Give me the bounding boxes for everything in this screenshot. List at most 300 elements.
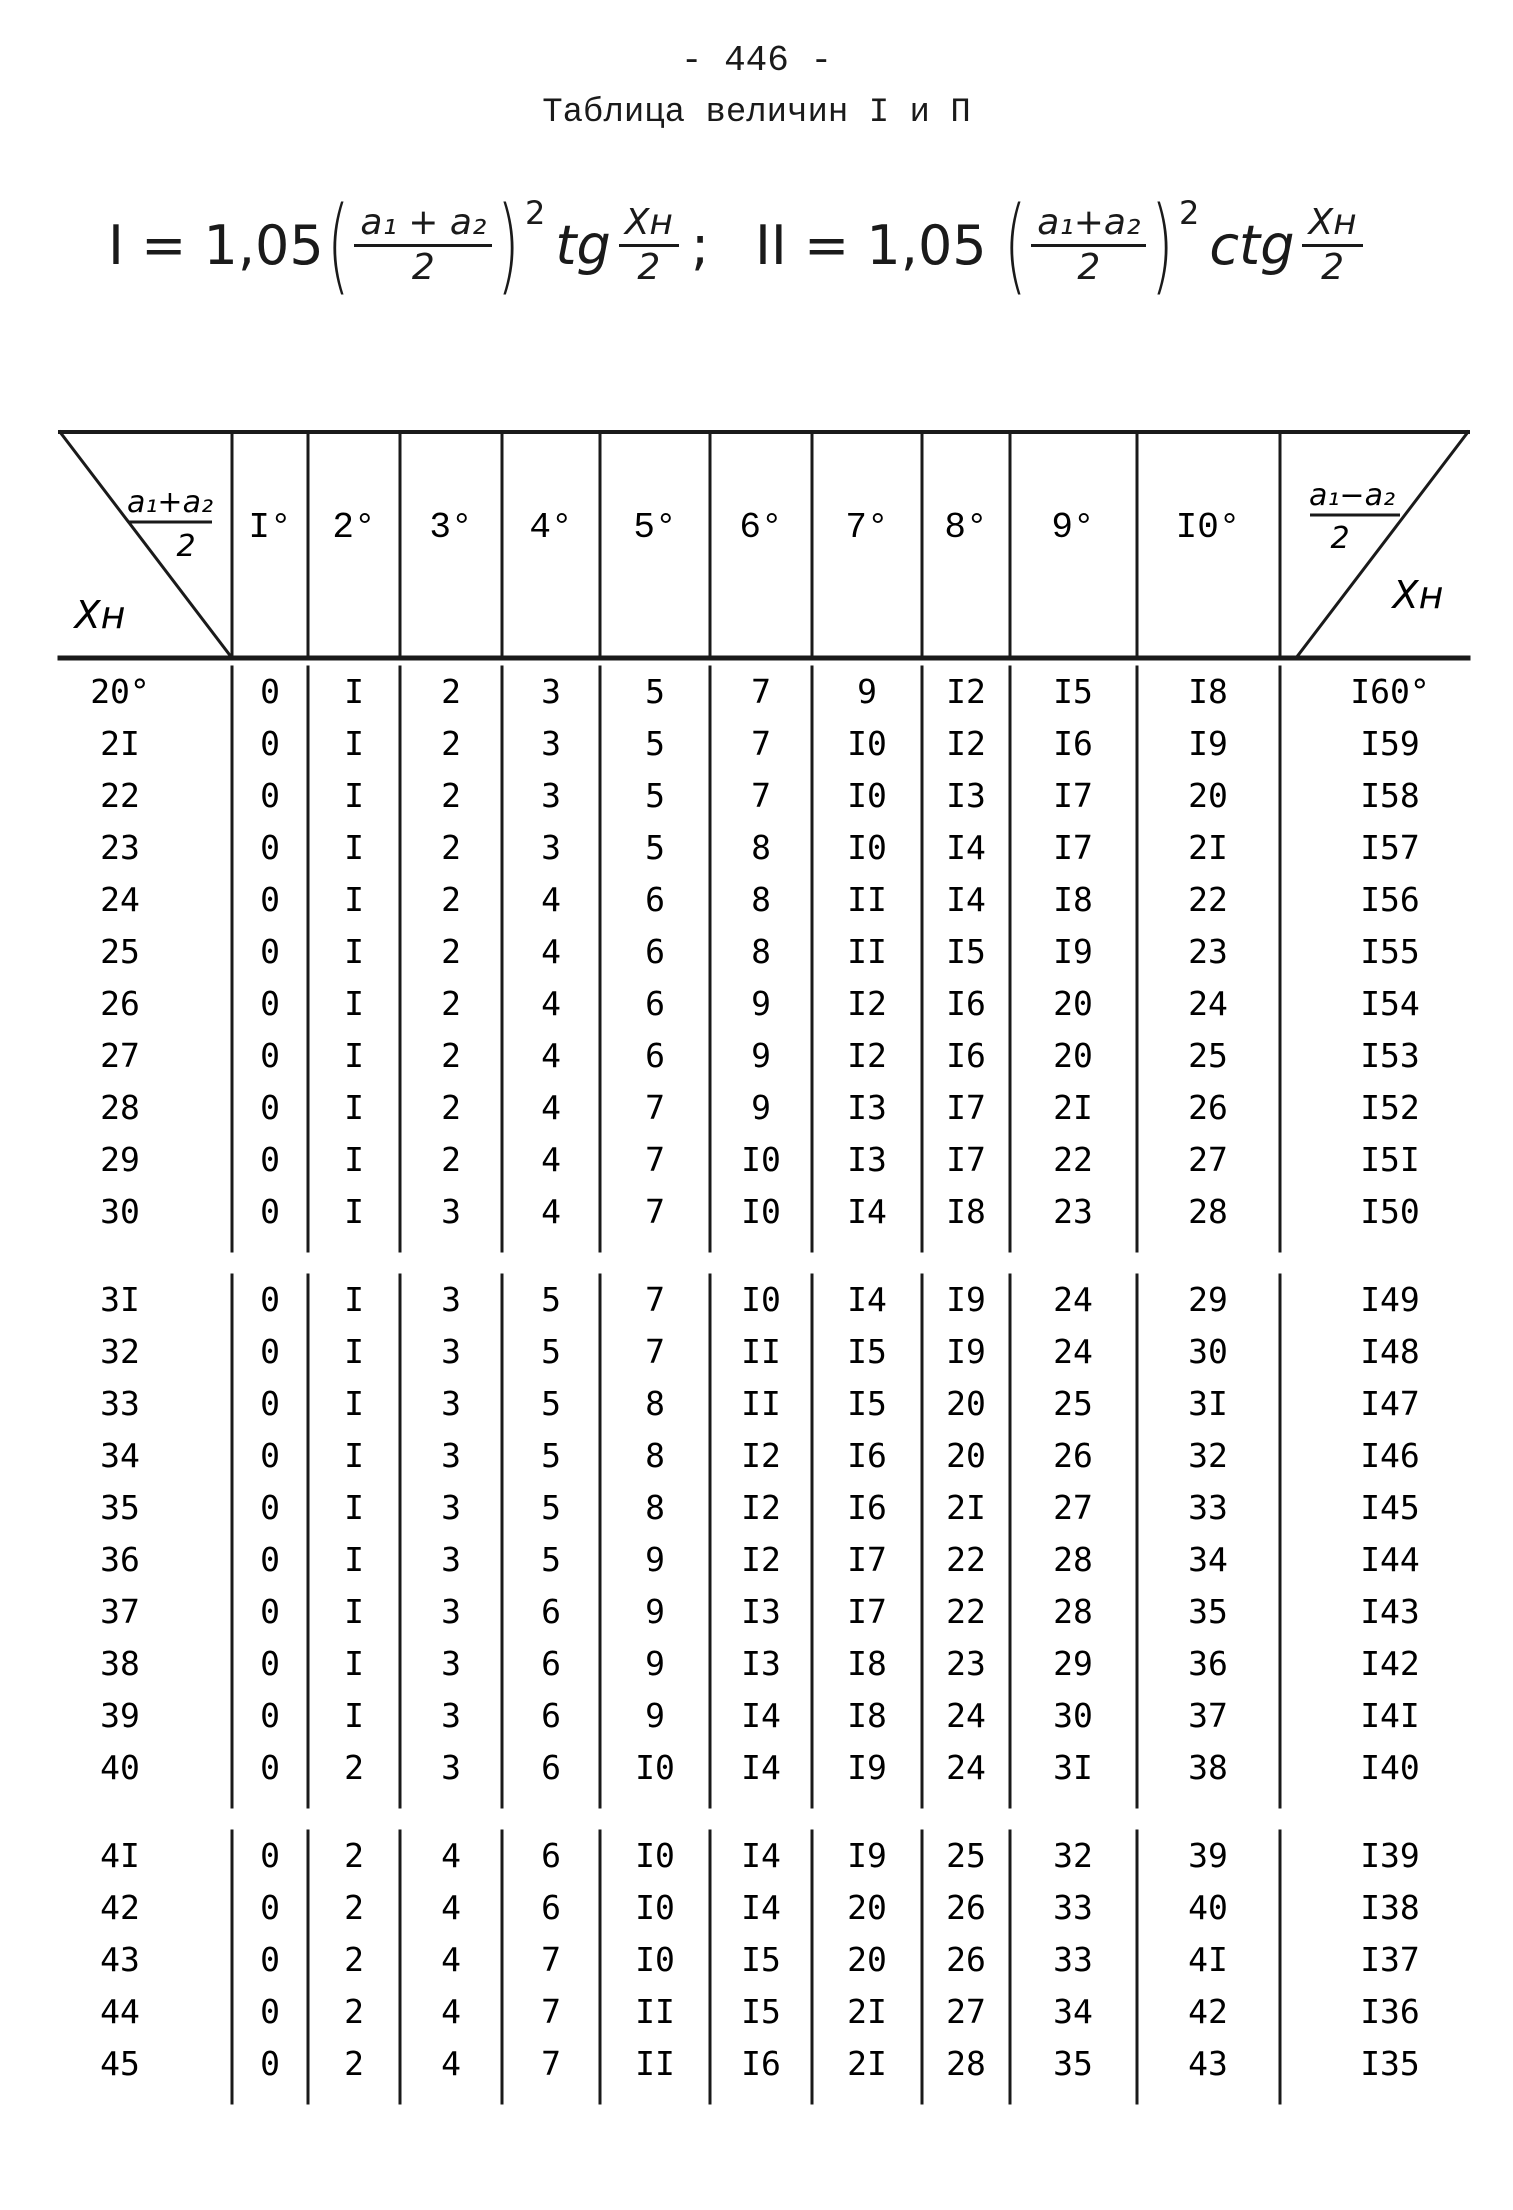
table-cell: 25	[1188, 1036, 1228, 1075]
table-cell: 28	[946, 2044, 986, 2083]
table-cell: 0	[260, 1540, 280, 1579]
table-row	[100, 1836, 1420, 1875]
table-cell: 23	[1188, 932, 1228, 971]
column-header: 7°	[845, 507, 889, 548]
table-cell: 5	[541, 1384, 561, 1423]
table-cell: 20	[946, 1436, 986, 1475]
row-label-right: I38	[1360, 1888, 1420, 1927]
table-cell: 4	[541, 984, 561, 1023]
table-cell: 4	[541, 1036, 561, 1075]
table-cell: 3	[441, 1280, 461, 1319]
row-label-right: I54	[1360, 984, 1420, 1023]
table-cell: 35	[1053, 2044, 1093, 2083]
table-cell: I	[344, 1696, 364, 1735]
table-cell: 3	[441, 1384, 461, 1423]
table-cell: 3	[441, 1332, 461, 1371]
row-label: 4I	[100, 1836, 140, 1875]
table-cell: I	[344, 1540, 364, 1579]
table-cell: 2I	[946, 1488, 986, 1527]
table-cell: 4	[541, 1088, 561, 1127]
table-cell: 0	[260, 1036, 280, 1075]
table-cell: I0	[741, 1192, 781, 1231]
table-cell: 3	[441, 1696, 461, 1735]
table-cell: 2I	[1053, 1088, 1093, 1127]
column-header: 5°	[633, 507, 677, 548]
table-cell: I	[344, 1436, 364, 1475]
table-cell: I7	[847, 1592, 887, 1631]
row-label: 22	[100, 776, 140, 815]
table-cell: 2	[441, 1140, 461, 1179]
table-cell: 34	[1053, 1992, 1093, 2031]
table-cell: I	[344, 776, 364, 815]
table-cell: 27	[1053, 1488, 1093, 1527]
table-row	[100, 1436, 1420, 1475]
table-cell: 5	[645, 672, 665, 711]
table-cell: 30	[1188, 1332, 1228, 1371]
row-label: 29	[100, 1140, 140, 1179]
row-label-right: I44	[1360, 1540, 1420, 1579]
table-cell: I6	[741, 2044, 781, 2083]
table-row	[100, 984, 1420, 1023]
table-cell: 8	[751, 880, 771, 919]
table-cell: 26	[1188, 1088, 1228, 1127]
row-label: 38	[100, 1644, 140, 1683]
right-paren: )	[497, 184, 520, 306]
table-cell: 5	[645, 724, 665, 763]
table-cell: 2	[344, 1940, 364, 1979]
table-cell: 6	[541, 1592, 561, 1631]
table-cell: 9	[645, 1696, 665, 1735]
table-cell: 24	[946, 1748, 986, 1787]
table-cell: 3I	[1188, 1384, 1228, 1423]
row-label-right: I45	[1360, 1488, 1420, 1527]
table-cell: I9	[946, 1332, 986, 1371]
row-label: 23	[100, 828, 140, 867]
table-row	[100, 1332, 1420, 1371]
table-cell: 7	[751, 724, 771, 763]
table-cell: 36	[1188, 1644, 1228, 1683]
table-cell: I5	[1053, 672, 1093, 711]
table-cell: 6	[645, 880, 665, 919]
table-cell: 33	[1053, 1940, 1093, 1979]
table-cell: I	[344, 1140, 364, 1179]
row-label-right: I5I	[1360, 1140, 1420, 1179]
column-header: 8°	[944, 507, 988, 548]
table-cell: 7	[645, 1192, 665, 1231]
table-cell: 0	[260, 776, 280, 815]
table-cell: II	[847, 880, 887, 919]
table-cell: 2	[344, 1888, 364, 1927]
table-cell: 3I	[1053, 1748, 1093, 1787]
table-row	[100, 828, 1420, 867]
row-label: 39	[100, 1696, 140, 1735]
table-cell: I2	[741, 1436, 781, 1475]
table-cell: 24	[1188, 984, 1228, 1023]
row-label-right: I55	[1360, 932, 1420, 971]
table-cell: 30	[1053, 1696, 1093, 1735]
table-cell: I0	[847, 776, 887, 815]
table-cell: I9	[1053, 932, 1093, 971]
row-label-right: I52	[1360, 1088, 1420, 1127]
table-cell: 7	[541, 2044, 561, 2083]
row-label: 3I	[100, 1280, 140, 1319]
table-row	[100, 1280, 1420, 1319]
column-header: 4°	[529, 507, 573, 548]
table-cell: 20	[946, 1384, 986, 1423]
table-cell: 0	[260, 984, 280, 1023]
table-cell: 7	[645, 1332, 665, 1371]
table-cell: 32	[1188, 1436, 1228, 1475]
table-cell: 24	[946, 1696, 986, 1735]
exponent: 2	[524, 194, 546, 232]
row-label: 43	[100, 1940, 140, 1979]
table-cell: I	[344, 1192, 364, 1231]
row-label: 42	[100, 1888, 140, 1927]
table-cell: I4	[741, 1748, 781, 1787]
table-row	[100, 1592, 1420, 1631]
row-label: 24	[100, 880, 140, 919]
column-header: I°	[248, 507, 292, 548]
table-cell: 4	[441, 1992, 461, 2031]
table-cell: 22	[1053, 1140, 1093, 1179]
table-cell: 38	[1188, 1748, 1228, 1787]
table-cell: 4	[541, 1192, 561, 1231]
row-label: 34	[100, 1436, 140, 1475]
table-cell: 0	[260, 828, 280, 867]
table-cell: 20	[847, 1888, 887, 1927]
table-cell: 26	[1053, 1436, 1093, 1475]
table-cell: 2	[441, 1088, 461, 1127]
table-cell: I9	[946, 1280, 986, 1319]
table-cell: 7	[645, 1140, 665, 1179]
row-label: 26	[100, 984, 140, 1023]
table-cell: 20	[1053, 1036, 1093, 1075]
table-cell: 9	[645, 1592, 665, 1631]
table-row	[100, 2044, 1420, 2083]
table-cell: I	[344, 1280, 364, 1319]
row-label-right: I36	[1360, 1992, 1420, 2031]
table-cell: I	[344, 672, 364, 711]
table-cell: I0	[635, 1748, 675, 1787]
table-cell: 5	[541, 1540, 561, 1579]
row-label: 2I	[100, 724, 140, 763]
table-cell: 5	[541, 1332, 561, 1371]
table-cell: 4I	[1188, 1940, 1228, 1979]
table-cell: I9	[847, 1748, 887, 1787]
table-cell: 24	[1053, 1332, 1093, 1371]
table-cell: 4	[541, 932, 561, 971]
table-cell: I3	[847, 1140, 887, 1179]
table-cell: 7	[645, 1280, 665, 1319]
row-label: 44	[100, 1992, 140, 2031]
table-cell: I6	[1053, 724, 1093, 763]
column-headers	[248, 507, 1240, 548]
table-cell: 6	[645, 984, 665, 1023]
table-row	[100, 724, 1420, 763]
table-cell: 5	[541, 1280, 561, 1319]
table-cell: 9	[645, 1540, 665, 1579]
angle-numerator: Xн	[1302, 204, 1362, 247]
table-cell: 23	[946, 1644, 986, 1683]
table-cell: II	[741, 1332, 781, 1371]
table-cell: 37	[1188, 1696, 1228, 1735]
table-cell: 2	[344, 2044, 364, 2083]
row-label-right: I58	[1360, 776, 1420, 815]
table-cell: I	[344, 1384, 364, 1423]
table-cell: 24	[1053, 1280, 1093, 1319]
table-cell: I4	[946, 828, 986, 867]
table-cell: 7	[645, 1088, 665, 1127]
table-cell: 2	[441, 880, 461, 919]
table-cell: 29	[1188, 1280, 1228, 1319]
row-label: 20°	[90, 672, 150, 711]
table-cell: 28	[1053, 1592, 1093, 1631]
row-label: 25	[100, 932, 140, 971]
table-cell: I	[344, 724, 364, 763]
table-cell: 23	[1053, 1192, 1093, 1231]
table-cell: I9	[847, 1836, 887, 1875]
table-cell: 2I	[847, 1992, 887, 2031]
fraction-denominator: 2	[411, 246, 435, 288]
table-cell: 3	[441, 1488, 461, 1527]
table-cell: 4	[541, 880, 561, 919]
table-cell: 2	[344, 1836, 364, 1875]
row-label: 30	[100, 1192, 140, 1231]
table-cell: 25	[1053, 1384, 1093, 1423]
table-cell: I8	[847, 1696, 887, 1735]
table-cell: 7	[541, 1992, 561, 2031]
table-cell: I4	[741, 1888, 781, 1927]
table-title: Таблица величин I и П	[542, 94, 971, 132]
table-cell: I6	[946, 984, 986, 1023]
table-cell: 2	[344, 1992, 364, 2031]
table-cell: 26	[946, 1940, 986, 1979]
table-cell: I0	[635, 1888, 675, 1927]
table-cell: I6	[847, 1436, 887, 1475]
table-cell: 8	[645, 1488, 665, 1527]
table-cell: 0	[260, 1140, 280, 1179]
table-row	[100, 1644, 1420, 1683]
table-cell: 2I	[847, 2044, 887, 2083]
table-cell: 5	[541, 1436, 561, 1475]
table-cell: 2	[441, 984, 461, 1023]
table-cell: 25	[946, 1836, 986, 1875]
row-label: 28	[100, 1088, 140, 1127]
row-label: 33	[100, 1384, 140, 1423]
table-cell: I8	[946, 1192, 986, 1231]
table-cell: 43	[1188, 2044, 1228, 2083]
fraction-numerator: a₁+a₂	[1031, 204, 1146, 247]
table-cell: I3	[847, 1088, 887, 1127]
column-header: 2°	[332, 507, 376, 548]
table-cell: 9	[645, 1644, 665, 1683]
row-label-right: I53	[1360, 1036, 1420, 1075]
table-row	[100, 776, 1420, 815]
table-cell: I5	[741, 1992, 781, 2031]
table-cell: 0	[260, 880, 280, 919]
table-cell: 27	[1188, 1140, 1228, 1179]
table-cell: 3	[441, 1436, 461, 1475]
table-row	[100, 1940, 1420, 1979]
table-cell: 39	[1188, 1836, 1228, 1875]
row-label-right: I37	[1360, 1940, 1420, 1979]
angle-denominator: 2	[637, 246, 661, 288]
row-label-right: I60°	[1350, 672, 1430, 711]
table-cell: II	[635, 2044, 675, 2083]
angle-numerator: Xн	[619, 204, 679, 247]
row-label-right: I59	[1360, 724, 1420, 763]
table-cell: 3	[541, 672, 561, 711]
row-label: 36	[100, 1540, 140, 1579]
table-cell: I5	[741, 1940, 781, 1979]
table-cell: I2	[946, 672, 986, 711]
table-cell: I2	[847, 1036, 887, 1075]
corner-right-variable: Xн	[1392, 573, 1444, 617]
table-cell: 35	[1188, 1592, 1228, 1631]
table-cell: 3	[441, 1192, 461, 1231]
table-cell: 0	[260, 2044, 280, 2083]
corner-right-diagonal	[1296, 432, 1468, 658]
corner-left-variable: Xн	[74, 593, 126, 637]
table-cell: 6	[541, 1888, 561, 1927]
row-label-right: I50	[1360, 1192, 1420, 1231]
table-row	[100, 1696, 1420, 1735]
table-cell: 40	[1188, 1888, 1228, 1927]
table-cell: 9	[751, 984, 771, 1023]
table-cell: I8	[847, 1644, 887, 1683]
table-cell: 2	[441, 932, 461, 971]
table-cell: 0	[260, 1436, 280, 1475]
table-cell: 0	[260, 1192, 280, 1231]
table-cell: 3	[541, 776, 561, 815]
corner-left-denominator: 2	[176, 529, 196, 564]
table-cell: 32	[1053, 1836, 1093, 1875]
table-cell: 5	[541, 1488, 561, 1527]
table-cell: I2	[847, 984, 887, 1023]
page-number: - 446 -	[680, 40, 833, 81]
table-cell: 5	[645, 828, 665, 867]
table-cell: 3	[541, 724, 561, 763]
table-cell: I7	[946, 1088, 986, 1127]
table-cell: I	[344, 880, 364, 919]
table-cell: I4	[847, 1192, 887, 1231]
table-cell: 28	[1053, 1540, 1093, 1579]
table-row	[100, 1748, 1420, 1787]
table-cell: 7	[751, 776, 771, 815]
table-cell: 2	[441, 724, 461, 763]
function-name: tg	[555, 213, 611, 277]
table-cell: 3	[441, 1592, 461, 1631]
table-cell: 9	[857, 672, 877, 711]
table-cell: 0	[260, 1696, 280, 1735]
table-cell: I4	[741, 1836, 781, 1875]
fraction-numerator: a₁ + a₂	[354, 204, 492, 247]
table-cell: I	[344, 1592, 364, 1631]
table-cell: 4	[541, 1140, 561, 1179]
table-cell: 0	[260, 672, 280, 711]
table-cell: 33	[1188, 1488, 1228, 1527]
table-cell: I	[344, 984, 364, 1023]
left-paren: (	[1003, 184, 1027, 306]
table-cell: I2	[741, 1540, 781, 1579]
table-cell: 0	[260, 1488, 280, 1527]
table-cell: I3	[741, 1644, 781, 1683]
exponent: 2	[1178, 194, 1200, 232]
table-cell: 2	[441, 1036, 461, 1075]
table-cell: I3	[741, 1592, 781, 1631]
row-label: 27	[100, 1036, 140, 1075]
corner-left-numerator: a₁+a₂	[127, 485, 213, 520]
table-cell: I7	[1053, 776, 1093, 815]
table-row	[100, 1192, 1420, 1231]
right-paren: )	[1151, 184, 1174, 306]
table-cell: II	[635, 1992, 675, 2031]
table-cell: 8	[751, 932, 771, 971]
table-row	[100, 1036, 1420, 1075]
table-cell: 2I	[1188, 828, 1228, 867]
table-cell: I	[344, 932, 364, 971]
table-cell: I7	[1053, 828, 1093, 867]
table-cell: 28	[1188, 1192, 1228, 1231]
table-cell: 26	[946, 1888, 986, 1927]
table-cell: 8	[751, 828, 771, 867]
table-cell: I7	[946, 1140, 986, 1179]
table-cell: I0	[741, 1280, 781, 1319]
column-header: I0°	[1175, 507, 1241, 548]
table-cell: 22	[1188, 880, 1228, 919]
table-cell: 4	[441, 1836, 461, 1875]
table-cell: 6	[645, 932, 665, 971]
row-label-right: I46	[1360, 1436, 1420, 1475]
table-cell: I	[344, 1036, 364, 1075]
row-label-right: I48	[1360, 1332, 1420, 1371]
table-cell: I6	[847, 1488, 887, 1527]
table-cell: 2	[441, 828, 461, 867]
table-cell: 0	[260, 1888, 280, 1927]
row-label-right: I39	[1360, 1836, 1420, 1875]
table-cell: 8	[645, 1436, 665, 1475]
row-label-right: I57	[1360, 828, 1420, 867]
table-cell: 6	[645, 1036, 665, 1075]
table-cell: 3	[541, 828, 561, 867]
table-cell: I4	[741, 1696, 781, 1735]
table-cell: 7	[751, 672, 771, 711]
table-cell: I4	[946, 880, 986, 919]
function-name: ctg	[1209, 213, 1295, 277]
corner-right	[1309, 478, 1443, 617]
table-cell: 9	[751, 1088, 771, 1127]
formula-lhs: I = 1,05	[108, 213, 324, 277]
table-cell: I	[344, 1488, 364, 1527]
table-row	[100, 1540, 1420, 1579]
table-cell: I0	[741, 1140, 781, 1179]
table-cell: I0	[635, 1940, 675, 1979]
table-cell: I0	[847, 724, 887, 763]
table-cell: 20	[1053, 984, 1093, 1023]
row-label-right: I4I	[1360, 1696, 1420, 1735]
table-cell: 0	[260, 1644, 280, 1683]
column-header: 6°	[739, 507, 783, 548]
table-body	[90, 672, 1430, 2083]
corner-left	[73, 485, 213, 637]
table-cell: 4	[441, 1888, 461, 1927]
table-cell: 22	[946, 1592, 986, 1631]
table-cell: I5	[946, 932, 986, 971]
table-cell: 9	[751, 1036, 771, 1075]
table-cell: I5	[847, 1332, 887, 1371]
row-label: 35	[100, 1488, 140, 1527]
table-cell: I8	[1053, 880, 1093, 919]
